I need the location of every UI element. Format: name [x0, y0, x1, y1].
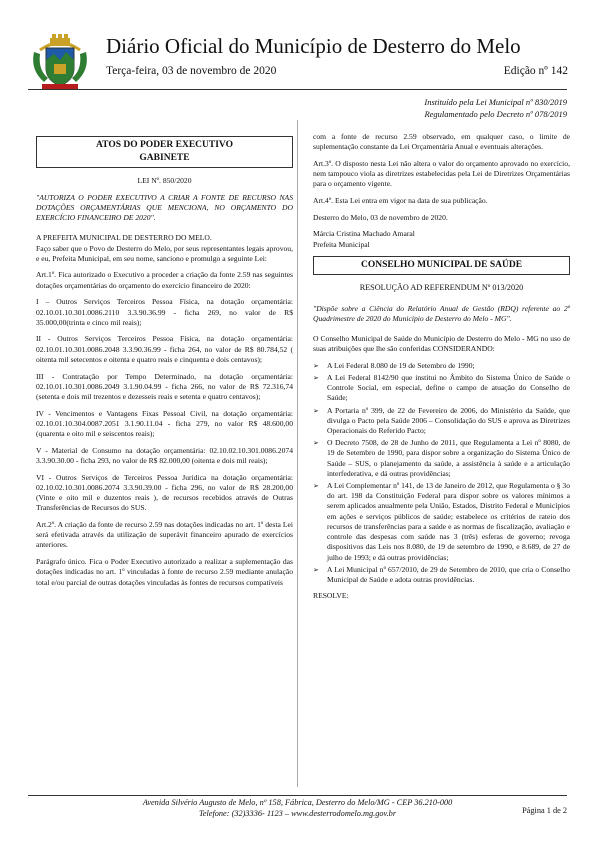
law-summary: "AUTORIZA O PODER EXECUTIVO A CRIAR A FONTE DE RECURSO NAS DOTAÇÕES ORÇAMENTÁRIAS QUE MENCIONA, NO ORÇAMENTO DO EXERCÍCIO FINANCEIRO DE 2020". [36, 192, 293, 223]
article-3: Art.3º. O disposto nesta Lei não altera o valor do orçamento aprovado no exercício, nem tampouco viola as diretrizes estabelecidas pela Lei de Diretrizes Orçamentárias para o orçamento vigente. [313, 158, 570, 189]
resolution-summary: "Dispõe sobre a Ciência do Relatório Anual de Gestão (RDQ) referente ao 2º Quadrimestre de 2020 do Município de Desterro do Melo - MG". [313, 303, 570, 323]
footer-divider [28, 795, 567, 796]
right-column [313, 132, 570, 608]
edition-number: Edição nº 142 [503, 65, 568, 77]
list-item: ➢ A Portaria nº 399, de 22 de Fevereiro de 2006, do Ministério da Saúde, que divulga o Pacto pela Saúde 2006 – Consolidação do SUS e aprova as Diretrizes Operacionais do Referido Pacto; [313, 406, 570, 437]
signer-name: Márcia Cristina Machado Amaral [313, 229, 415, 239]
list-item: ➢ A Lei Complementar nº 141, de 13 de Janeiro de 2012, que Regulamenta o § 3o do art. 198 da Constituição Federal para dispor sobre os valores mínimos a serem aplicados anualmente pela União, Estados, Distrito Federal e Municípios em ações e serviços públicos de saúde; estabelece os critérios de rateio dos recursos de transferências para a saúde e as normas de fiscalização, avaliação e controle das despesas com saúde nas 3 (três) esferas de governo; revoga dispositivos das Leis nos 8.080, de 19 de setembro de 1990, e 8.689, de 27 de julho de 1993; e dá outras providências; [313, 481, 570, 563]
item-v: V - Material de Consumo na dotação orçamentária: 02.10.02.10.301.0086.2074 3.3.90.30.00 - ficha 293, no valor de R$ 82.000,00 (oitenta e dois mil reais); [36, 445, 293, 465]
item-iv: IV - Vencimentos e Vantagens Fixas Pessoal Civil, na dotação orçamentária: 02.10.01.10.304.0087.2051 3.1.90.11.04 - ficha 279, no valor R$ 48.600,00 (quarenta e oito mil e seiscentos reais); [36, 408, 293, 439]
footer-address: Avenida Silvério Augusto de Melo, nº 158, Fábrica, Desterro do Melo/MG - CEP 36.210-000 [142, 798, 453, 807]
place-date: Desterro do Melo, 03 de novembro de 2020. [313, 212, 448, 222]
municipal-coat-of-arms-icon [28, 30, 92, 92]
page-number: Página 1 de 2 [522, 806, 567, 815]
continuation-text: com a fonte de recurso 2.59 observado, em qualquer caso, o limite de suplementação constante da Lei Orçamentária Anual e eventuais alterações. [313, 132, 570, 152]
preamble-heading: A PREFEITA MUNICIPAL DE DESTERRO DO MELO. [36, 233, 212, 243]
list-item: ➢ A Lei Federal 8142/90 que institui no Âmbito do Sistema Único de Saúde o Controle Social, em especial, define o campo de atuação do Conselho de Saúde; [313, 373, 570, 404]
newspaper-title: Diário Oficial do Município de Desterro do Melo [106, 34, 521, 58]
article-1: Art.1º. Fica autorizado o Executivo a proceder a criação da fonte 2.59 nas seguintes dotações orçamentárias do orçamento do exercício financeiro de 2020: [36, 270, 293, 290]
regulated-decree: Regulamentado pelo Decreto nº 078/2019 [424, 109, 567, 119]
sole-paragraph: Parágrafo único. Fica o Poder Executivo autorizado a realizar a suplementação das dotações indicadas no art. 1º vinculadas à fonte de recurso 2.59 mediante anulação total e/ou parcial de outras dotações vinculadas às fontes de recursos compatíveis [36, 557, 293, 587]
section-header-executive [36, 136, 293, 168]
list-item: ➢ A Lei Municipal nº 657/2010, de 29 de Setembro de 2010, que cria o Conselho Municipal de Saúde e adota outras providências. [313, 565, 570, 585]
list-item: ➢ A Lei Federal 8.080 de 19 de Setembro de 1990; [313, 361, 570, 371]
resolution-intro: O Conselho Municipal de Saúde do Município de Desterro do Melo - MG no uso de suas atribuições que lhe são conferidas CONSIDERANDO: [313, 333, 570, 354]
considerando-list [313, 361, 570, 585]
resolve-heading: RESOLVE: [313, 591, 349, 601]
header-divider [28, 89, 567, 90]
institution-note [424, 96, 567, 120]
column-divider [297, 120, 298, 787]
article-2: Art.2º. A criação da fonte de recurso 2.59 nas dotações indicadas no art. 1º desta Lei será efetivada através da utilização de superávit financeiro apurado de exercícios anteriores. [36, 519, 293, 550]
instituted-law: Instituído pela Lei Municipal nº 830/2019 [424, 97, 567, 107]
section-title: ATOS DO PODER EXECUTIVO [96, 140, 233, 150]
item-ii: II - Outros Serviços Terceiros Pessoa Física, na dotação orçamentária: 02.10.01.10.301.0086.2048 3.3.90.36.99 - ficha 264, no valor de R$ 80.784,52 ( oitenta mil setecentos e oitenta e quatro reais e cinquenta e dois centavos); [36, 334, 293, 364]
issue-date: Terça-feira, 03 de novembro de 2020 [106, 65, 277, 77]
list-item: ➢ O Decreto 7508, de 28 de Junho de 2011, que Regulamenta a Lei nº 8080, de 19 de Setembro de 1990, para dispor sobre a organização do Sistema Único de Saúde – SUS, o planejamento da saúde, a assistência à saúde e a articulação interfederativa, e dá outras providências; [313, 438, 570, 479]
footer [0, 797, 595, 819]
law-number: LEI Nº. 850/2020 [137, 176, 192, 185]
section-subtitle: GABINETE [139, 153, 190, 163]
resolution-number: RESOLUÇÃO AD REFERENDUM Nº 013/2020 [359, 283, 524, 293]
section-title: CONSELHO MUNICIPAL DE SAÚDE [360, 260, 523, 271]
item-vi: VI - Outros Serviços de Terceiros Pessoa Jurídica na dotação orçamentária: 02.10.02.10.301.0086.2074 3.3.90.39.00 - ficha 296, no valor de R$ 28.200,00 (Vinte e oito mil e duzentos reais ), de recursos recebidos através de Outras Transferências de Recursos do SUS. [36, 472, 293, 513]
signer-role: Prefeita Municipal [313, 239, 370, 249]
item-i: I – Outros Serviços Terceiros Pessoa Física, na dotação orçamentária: 02.10.01.10.301.0086.2110 3.3.90.36.99 - ficha 269, no valor de R$ 35.000,00(trinta e cinco mil reais); [36, 297, 293, 327]
footer-contact: Telefone: (32)3336- 1123 – www.desterrodomelo.mg.gov.br [198, 809, 397, 818]
article-4: Art.4º. Esta Lei entra em vigor na data de sua publicação. [313, 196, 488, 206]
item-iii: III - Contratação por Tempo Determinado, na dotação orçamentária: 02.10.01.10.301.0086.2049 3.1.90.04.99 - ficha 266, no valor de R$ 72.316,74 (setenta e dois mil trezentos e dezesseis reais e setenta e quatro centavos); [36, 371, 293, 401]
section-header-health-council [313, 256, 570, 275]
left-column [36, 132, 293, 594]
preamble-text: Faço saber que o Povo de Desterro do Melo, por seus representantes legais aprovou, e eu, Prefeita Municipal, em seu nome, sanciono e promulgo a seguinte Lei: [36, 243, 293, 263]
